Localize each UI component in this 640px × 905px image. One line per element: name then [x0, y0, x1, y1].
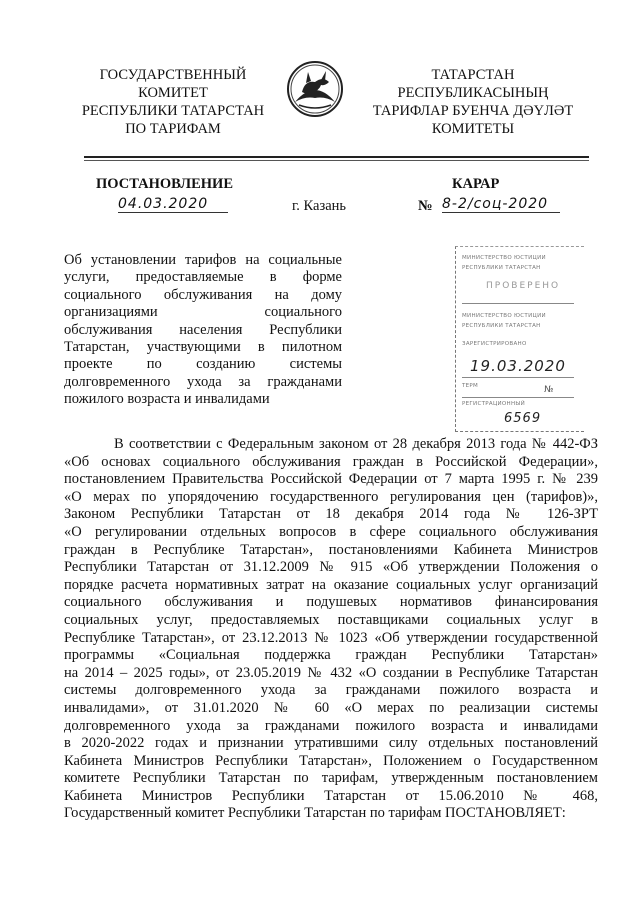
stamp-line: РЕСПУБЛИКИ ТАТАРСТАН — [462, 265, 541, 271]
body-line: «О мерах по упорядочению государственного регулирования цен (тарифов)», — [64, 488, 598, 505]
stamp-line: РЕСПУБЛИКИ ТАТАРСТАН — [462, 323, 541, 329]
header-left — [70, 66, 276, 138]
body-line: В соответствии с Федеральным законом от 28 декабря 2013 года № 442-ФЗ — [114, 436, 598, 452]
doc-type-tt: КАРАР — [452, 176, 500, 192]
body-line: Республике Татарстан», от 23.12.2013 № 1023 «Об утверждении государственной — [64, 629, 598, 646]
subject-line: обслуживания населения Республики — [64, 321, 342, 338]
body-line: системы долговременного ухода за гражданами пожилого возраста и — [64, 682, 598, 699]
document-subject — [64, 252, 342, 409]
document-city: г. Казань — [292, 198, 347, 214]
body-line: в 2020-2022 годах и признании утратившими силу отдельных постановлений — [64, 735, 598, 752]
body-line: социального обслуживания и подушевых нормативов финансирования — [64, 594, 598, 611]
body-line: «Об основах социального обслуживания граждан в Российской Федерации», — [64, 453, 598, 470]
stamp-line: ЗАРЕГИСТРИРОВАНО — [462, 341, 527, 347]
subject-line: Об установлении тарифов на социальные — [64, 252, 342, 268]
subject-line: социального обслуживания на дому — [64, 286, 342, 303]
body-line: Кабинета Министров Республики Татарстан», Положением о Государственном — [64, 752, 598, 769]
body-paragraph — [64, 436, 598, 823]
stamp-registration-number: 6569 — [504, 411, 542, 426]
header-right-line: ТАТАРСТАН — [431, 67, 515, 83]
body-line: долговременного ухода за гражданами пожилого возраста и инвалидами — [64, 717, 598, 734]
stamp-line: МИНИСТЕРСТВО ЮСТИЦИИ — [462, 255, 546, 261]
header-left-line: РЕСПУБЛИКИ ТАТАРСТАН — [81, 103, 265, 119]
body-line: Законом Республики Татарстан от 18 декабря 2014 года № 126-ЗРТ — [64, 506, 598, 523]
body-line: инвалидами», от 31.01.2020 № 60 «О мерах по реализации системы — [64, 699, 598, 716]
body-line: комитете Республики Татарстан по тарифам, утвержденным постановлением — [64, 770, 598, 787]
body-line: Республики Татарстан от 31.12.2009 № 915 «Об утверждении Положения о — [64, 559, 598, 576]
body-line: Кабинета Министров Республики Татарстан от 15.06.2010 № 468, — [64, 787, 598, 804]
subject-line: организациями социального — [64, 304, 342, 321]
stamp-number-label: № — [544, 385, 554, 395]
stamp-line: МИНИСТЕРСТВО ЮСТИЦИИ — [462, 313, 546, 319]
header-left-line: КОМИТЕТ — [138, 85, 208, 101]
body-line: программы «Социальная поддержка граждан Республики Татарстан» — [64, 647, 598, 664]
header-divider-thin — [84, 160, 589, 161]
subject-line: пожилого возраста и инвалидами — [64, 391, 270, 408]
document-date: 04.03.2020 — [118, 196, 228, 213]
header-right-line: РЕСПУБЛИКАСЫНЫҢ — [397, 85, 549, 101]
body-line: на 2014 – 2025 годы», от 23.05.2019 № 432 «О создании в Республике Татарстан — [64, 664, 598, 681]
header-left-line: ГОСУДАРСТВЕННЫЙ — [99, 67, 247, 83]
stamp-line: РЕГИСТРАЦИОННЫЙ — [462, 401, 525, 407]
document-number: 8-2/соц-2020 — [442, 196, 560, 213]
body-line: порядке расчета нормативных затрат на оказание социальных услуг организаций — [64, 576, 598, 593]
registration-stamp — [455, 246, 584, 432]
body-line: социальных услуг, предоставляемых поставщиками социальных услуг в — [64, 611, 598, 628]
emblem-logo — [285, 58, 345, 120]
doc-type-ru: ПОСТАНОВЛЕНИЕ — [96, 176, 234, 192]
body-line: «О регулировании отдельных вопросов в сфере социального обслуживания — [64, 523, 598, 540]
stamp-word: ПРОВЕРЕНО — [486, 281, 561, 291]
header-right-line: ТАРИФЛАР БУЕНЧА ДӘҮЛӘТ — [372, 103, 574, 119]
header-divider — [84, 156, 589, 158]
subject-line: долговременного ухода за гражданами — [64, 373, 342, 390]
subject-line: услуги, предоставляемые в форме — [64, 269, 342, 286]
header-right-line: КОМИТЕТЫ — [431, 121, 515, 137]
stamp-line: ТЕРМ — [462, 383, 479, 389]
body-line: постановлением Правительства Российской Федерации от 7 марта 1995 г. № 239 — [64, 471, 598, 488]
subject-line: Татарстан, участвующими в пилотном — [64, 339, 342, 356]
document-number-prefix: № — [418, 198, 433, 214]
header-right — [360, 66, 586, 138]
stamp-registration-date: 19.03.2020 — [470, 357, 566, 375]
body-line: Государственный комитет Республики Татарстан по тарифам ПОСТАНОВЛЯЕТ: — [64, 805, 566, 822]
header-left-line: ПО ТАРИФАМ — [125, 121, 221, 137]
body-line: граждан в Республике Татарстан», постановлениями Кабинета Министров — [64, 541, 598, 558]
subject-line: проекте по созданию системы — [64, 356, 342, 373]
